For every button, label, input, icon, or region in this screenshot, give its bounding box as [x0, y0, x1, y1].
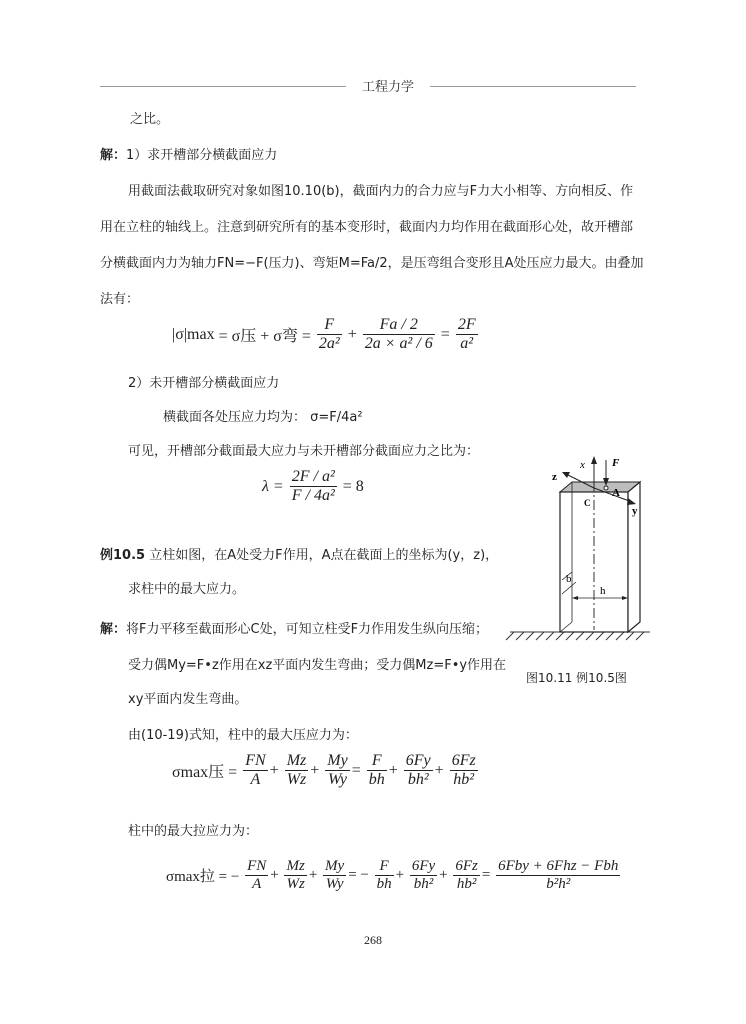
label-y: y [632, 505, 638, 517]
eq2-rhs: = 8 [342, 477, 364, 495]
text-line: 由(10-19)式知，柱中的最大压应力为： [128, 728, 358, 743]
eq4-t5d: bh² [410, 875, 437, 893]
text-line [100, 620, 488, 640]
eq2-den: F / 4a² [291, 487, 335, 504]
text-line: 用在立柱的轴线上。注意到研究所有的基本变形时，截面内力均作用在截面形心处，故开槽部 [100, 220, 634, 235]
eq3-t1n: FN [245, 752, 266, 769]
eq3-t6d: hb² [450, 770, 478, 789]
label-x: x [580, 459, 585, 471]
eq1-frac2-den: 2a × a² / 6 [364, 335, 433, 352]
eq1-frac3-num: 2F [457, 316, 476, 333]
eq4-t3d: Wy [323, 875, 346, 893]
page-header-title: 工程力学 [361, 80, 414, 95]
label-b: b [566, 573, 572, 585]
label-h: h [600, 585, 606, 597]
equation-4: σmax拉 = − $\frac{FN}{A}$ + $\frac{Mz}{Wz}$ + $\frac{My}{Wy}$ = − $\frac{F}{bh}$ + $\frac{6Fy}{\text{bh²}}$ + $\frac{6Fz}{\text{hb²}}$ = $\frac{\text{6Fby + 6Fhz − Fbh}}{\text{b²h²}}$ [166, 858, 619, 892]
eq3-t4n: F [371, 752, 382, 769]
eq3-t6n: 6Fz [451, 752, 476, 769]
eq4-t6n: 6Fz [455, 858, 478, 874]
eq4-t4d: bh [376, 876, 392, 892]
text-span: 将F力平移至截面形心C处，可知立柱受F力作用发生纵向压缩； [126, 622, 489, 637]
text-line: 柱中的最大拉应力为： [128, 824, 259, 839]
equation-2 [262, 468, 364, 505]
text-line: xy平面内发生弯曲。 [128, 692, 248, 707]
label-z: z [552, 471, 557, 483]
text-line: 用截面法截取研究对象如图10.10(b)，截面内力的合力应与F力大小相等、方向相反、作 [128, 184, 634, 199]
eq4-t1d: A [245, 875, 268, 893]
equation-1: |σ|max = σ压 + σ弯 = $\frac{F}{\text{2a²}}$ + $\frac{Fa / 2}{\text{2a × a² / 6}}$ = $\frac{2F}{\text{a²}}$ [172, 316, 476, 352]
eq1-frac3-den: a² [456, 334, 478, 353]
text-line: 之比。 [130, 112, 170, 127]
eq3-lhs: σmax压 = [172, 764, 238, 781]
solution-label: 解： [100, 622, 127, 637]
label-A: A [612, 487, 620, 499]
eq1-mid: = σ压 + σ弯 = [218, 328, 311, 345]
text-line: 分横截面内力为轴力FN=−F(压力)、弯矩M=Fa/2，是压弯组合变形且A处压应力最大。由叠加 [100, 256, 644, 271]
eq3-t2n: Mz [286, 752, 307, 769]
text-line [100, 546, 498, 566]
label-C: C [584, 498, 591, 508]
eq3-t3n: My [327, 752, 348, 769]
eq4-lhs: σmax拉 = − [166, 869, 240, 885]
eq4-t1n: FN [247, 858, 267, 874]
eq4-t6d: hb² [453, 875, 480, 893]
eq3-t4d: bh [368, 771, 385, 788]
example-label: 例10.5 [100, 548, 146, 563]
eq4-t2d: Wz [286, 876, 305, 892]
eq1-frac2-num: Fa / 2 [379, 316, 418, 333]
eq3-t5n: 6Fy [405, 752, 431, 769]
eq4-t4n: F [379, 858, 389, 874]
header-rule-right [430, 86, 636, 87]
eq2-num: 2F / a² [291, 468, 335, 485]
text-line [100, 146, 277, 166]
figure-caption: 图10.11 例10.5图 [526, 671, 627, 685]
text-line: 可见，开槽部分截面最大应力与未开槽部分截面应力之比为： [128, 444, 480, 459]
label-F: F [612, 457, 620, 469]
eq4-t7d: b²h² [496, 875, 620, 893]
text-line: 横截面各处压应力均为： σ=F/4a² [163, 410, 363, 425]
eq1-frac1-num: F [324, 316, 335, 333]
text-line: 2）未开槽部分横截面应力 [128, 376, 280, 391]
column-figure [500, 452, 660, 664]
eq3-t5d: bh² [404, 770, 433, 789]
eq2-lhs: λ = [262, 477, 284, 495]
equation-3: σmax压 = $\frac{FN}{A}$ + $\frac{Mz}{Wz}$ + $\frac{My}{Wy}$ = $\frac{F}{bh}$ + $\frac{6Fy}{\text{bh²}}$ + $\frac{6Fz}{\text{hb²}}$ [172, 752, 476, 788]
eq4-t7n: 6Fby + 6Fhz − Fbh [498, 858, 619, 874]
text-span: 立柱如图，在A处受力F作用，A点在截面上的坐标为(y，z)， [145, 548, 499, 563]
eq4-t5n: 6Fy [411, 858, 436, 874]
text-line: 法有： [100, 292, 140, 307]
eq3-t2d: Wz [286, 771, 307, 788]
text-line: 求柱中的最大应力。 [128, 582, 246, 597]
eq1-lhs: |σ|max [172, 325, 215, 343]
eq4-t3n: My [325, 858, 345, 874]
solution-label: 解： [100, 148, 127, 163]
eq3-t1d: A [243, 770, 267, 789]
eq3-t3d: Wy [325, 770, 349, 789]
eq4-t2n: Mz [286, 858, 305, 874]
page-number: 268 [364, 933, 382, 947]
header-rule-left [100, 86, 346, 87]
eq1-frac1-den: 2a² [318, 335, 340, 352]
text-line: 受力偶My=F•z作用在xz平面内发生弯曲；受力偶Mz=F•y作用在 [128, 658, 507, 673]
text-span: 1）求开槽部分横截面应力 [126, 148, 278, 163]
